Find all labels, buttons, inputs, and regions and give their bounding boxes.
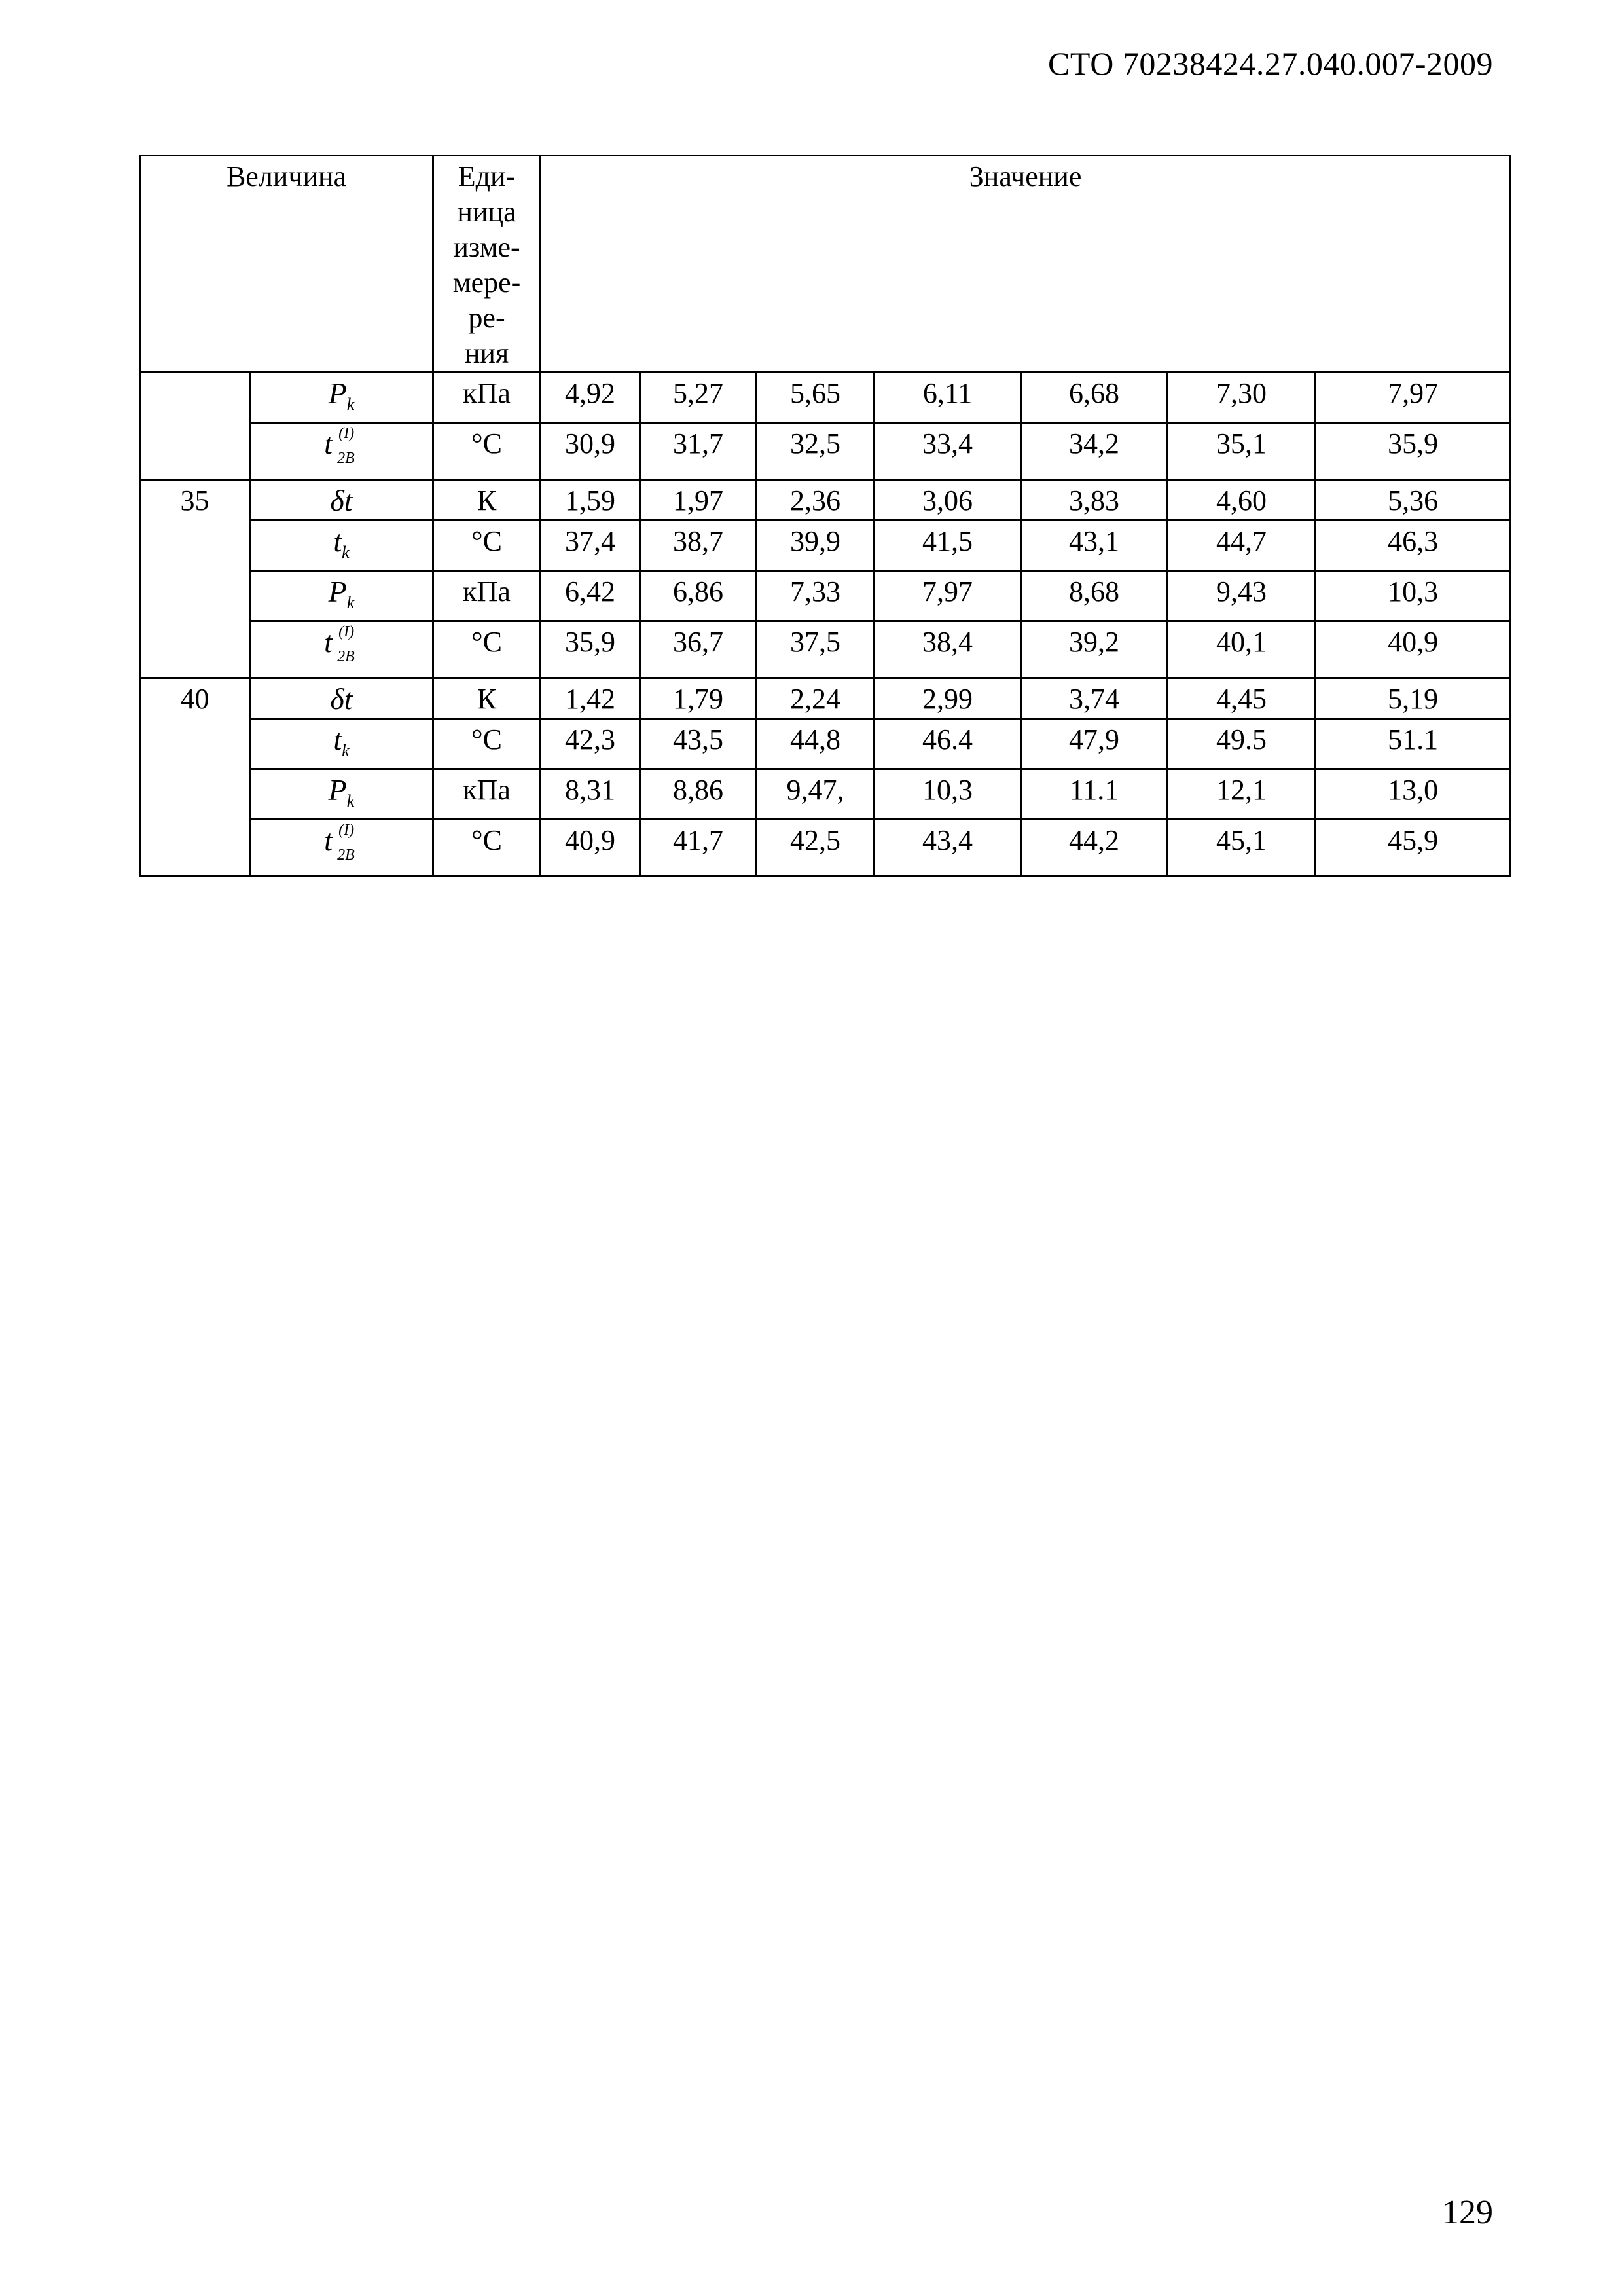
value-cell: 3,06 — [875, 480, 1021, 520]
header-unit-line: мере- — [452, 266, 521, 299]
symbol-base: t — [324, 625, 333, 659]
value-cell: 2,24 — [757, 678, 875, 719]
table-row — [140, 423, 1511, 480]
value-cell: 5,36 — [1316, 480, 1511, 520]
value-cell: 37,5 — [757, 621, 875, 678]
value-cell: 40,1 — [1168, 621, 1316, 678]
symbol-base: P — [328, 575, 347, 608]
value-cell: 8,31 — [541, 769, 640, 820]
value-cell: 43,4 — [875, 820, 1021, 877]
symbol-superscript: (I) — [338, 623, 355, 640]
value-cell: 51.1 — [1316, 719, 1511, 769]
header-value: Значение — [541, 156, 1511, 373]
unit-cell: °C — [433, 820, 541, 877]
header-unit — [433, 156, 541, 373]
symbol-cell — [250, 678, 433, 719]
symbol-cell — [250, 373, 433, 423]
value-cell: 2,99 — [875, 678, 1021, 719]
symbol — [333, 723, 350, 761]
value-cell: 40,9 — [1316, 621, 1511, 678]
symbol-subscript: k — [346, 593, 355, 613]
header-row — [140, 156, 1511, 373]
value-cell: 39,9 — [757, 520, 875, 571]
value-cell: 43,1 — [1021, 520, 1168, 571]
symbol-base: t — [324, 427, 333, 460]
value-cell: 5,27 — [640, 373, 757, 423]
symbol — [330, 484, 352, 517]
symbol-base: δt — [330, 484, 353, 517]
value-cell: 34,2 — [1021, 423, 1168, 480]
symbol-cell — [250, 571, 433, 621]
value-cell: 37,4 — [541, 520, 640, 571]
symbol-cell — [250, 769, 433, 820]
unit-cell: °C — [433, 520, 541, 571]
unit-cell: °C — [433, 621, 541, 678]
symbol — [328, 376, 355, 414]
value-cell: 45,1 — [1168, 820, 1316, 877]
value-cell: 5,19 — [1316, 678, 1511, 719]
value-cell: 41,5 — [875, 520, 1021, 571]
value-cell: 6,86 — [640, 571, 757, 621]
symbol-subscript: k — [346, 395, 355, 414]
value-cell: 38,4 — [875, 621, 1021, 678]
symbol-cell — [250, 719, 433, 769]
value-cell: 8,68 — [1021, 571, 1168, 621]
value-cell: 49.5 — [1168, 719, 1316, 769]
value-cell: 33,4 — [875, 423, 1021, 480]
symbol-base: t — [324, 824, 333, 857]
table-row — [140, 678, 1511, 719]
value-cell: 47,9 — [1021, 719, 1168, 769]
header-unit-line: ница — [457, 196, 516, 228]
value-cell: 30,9 — [541, 423, 640, 480]
unit-cell: К — [433, 678, 541, 719]
group-label: 35 — [140, 480, 250, 678]
data-table — [139, 155, 1511, 877]
symbol-cell — [250, 520, 433, 571]
value-cell: 32,5 — [757, 423, 875, 480]
value-cell: 6,11 — [875, 373, 1021, 423]
symbol-base: t — [333, 723, 342, 756]
header-unit-line: ре- — [468, 302, 505, 334]
symbol — [324, 822, 359, 864]
value-cell: 35,9 — [541, 621, 640, 678]
value-cell: 7,97 — [875, 571, 1021, 621]
value-cell: 6,42 — [541, 571, 640, 621]
symbol-base: P — [328, 773, 347, 807]
symbol — [330, 682, 352, 716]
value-cell: 36,7 — [640, 621, 757, 678]
symbol-base: t — [333, 524, 342, 558]
unit-cell: кПа — [433, 571, 541, 621]
value-cell: 46,3 — [1316, 520, 1511, 571]
value-cell: 9,43 — [1168, 571, 1316, 621]
symbol-subscript: 2B — [337, 847, 355, 864]
symbol-cell — [250, 621, 433, 678]
value-cell: 9,47, — [757, 769, 875, 820]
group-label: 40 — [140, 678, 250, 877]
symbol — [328, 773, 355, 811]
value-cell: 12,1 — [1168, 769, 1316, 820]
value-cell: 4,45 — [1168, 678, 1316, 719]
header-unit-line: Еди- — [458, 160, 516, 192]
value-cell: 35,9 — [1316, 423, 1511, 480]
table-row — [140, 373, 1511, 423]
header-quantity: Величина — [140, 156, 433, 373]
symbol-cell — [250, 820, 433, 877]
symbol-cell — [250, 423, 433, 480]
header-unit-line: изме- — [453, 231, 520, 263]
symbol-subscript: 2B — [337, 648, 355, 665]
header-unit-line: ния — [464, 337, 509, 369]
symbol-subscript: 2B — [337, 450, 355, 467]
value-cell: 10,3 — [875, 769, 1021, 820]
value-cell: 43,5 — [640, 719, 757, 769]
group-label — [140, 373, 250, 480]
symbol-subscript: k — [342, 741, 350, 761]
unit-cell: °C — [433, 719, 541, 769]
symbol-base: P — [328, 376, 347, 410]
document-code: СТО 70238424.27.040.007-2009 — [1048, 45, 1493, 82]
unit-cell: К — [433, 480, 541, 520]
table-body — [140, 373, 1511, 877]
value-cell: 6,68 — [1021, 373, 1168, 423]
value-cell: 42,3 — [541, 719, 640, 769]
value-cell: 7,97 — [1316, 373, 1511, 423]
value-cell: 3,74 — [1021, 678, 1168, 719]
value-cell: 7,33 — [757, 571, 875, 621]
symbol-subscript: k — [346, 792, 355, 811]
value-cell: 5,65 — [757, 373, 875, 423]
value-cell: 46.4 — [875, 719, 1021, 769]
symbol-subscript: k — [342, 543, 350, 562]
value-cell: 42,5 — [757, 820, 875, 877]
value-cell: 4,92 — [541, 373, 640, 423]
value-cell: 2,36 — [757, 480, 875, 520]
value-cell: 31,7 — [640, 423, 757, 480]
value-cell: 35,1 — [1168, 423, 1316, 480]
symbol — [333, 524, 350, 562]
value-cell: 3,83 — [1021, 480, 1168, 520]
symbol — [324, 425, 359, 467]
table-row — [140, 480, 1511, 520]
value-cell: 44,7 — [1168, 520, 1316, 571]
value-cell: 13,0 — [1316, 769, 1511, 820]
value-cell: 41,7 — [640, 820, 757, 877]
table-row — [140, 571, 1511, 621]
unit-cell: кПа — [433, 373, 541, 423]
table-row — [140, 719, 1511, 769]
symbol — [328, 575, 355, 613]
value-cell: 11.1 — [1021, 769, 1168, 820]
page-number: 129 — [1442, 2194, 1493, 2231]
value-cell: 4,60 — [1168, 480, 1316, 520]
value-cell: 44,8 — [757, 719, 875, 769]
value-cell: 45,9 — [1316, 820, 1511, 877]
value-cell: 8,86 — [640, 769, 757, 820]
symbol — [324, 623, 359, 665]
symbol-base: δt — [330, 682, 353, 716]
table-row — [140, 769, 1511, 820]
table-row — [140, 621, 1511, 678]
symbol-superscript: (I) — [338, 425, 355, 442]
value-cell: 10,3 — [1316, 571, 1511, 621]
unit-cell: кПа — [433, 769, 541, 820]
value-cell: 39,2 — [1021, 621, 1168, 678]
value-cell: 38,7 — [640, 520, 757, 571]
value-cell: 1,97 — [640, 480, 757, 520]
value-cell: 44,2 — [1021, 820, 1168, 877]
symbol-cell — [250, 480, 433, 520]
value-cell: 40,9 — [541, 820, 640, 877]
unit-cell: °C — [433, 423, 541, 480]
symbol-superscript: (I) — [338, 822, 355, 839]
value-cell: 1,59 — [541, 480, 640, 520]
table-header — [140, 156, 1511, 373]
value-cell: 7,30 — [1168, 373, 1316, 423]
value-cell: 1,42 — [541, 678, 640, 719]
table-row — [140, 520, 1511, 571]
value-cell: 1,79 — [640, 678, 757, 719]
table-row — [140, 820, 1511, 877]
